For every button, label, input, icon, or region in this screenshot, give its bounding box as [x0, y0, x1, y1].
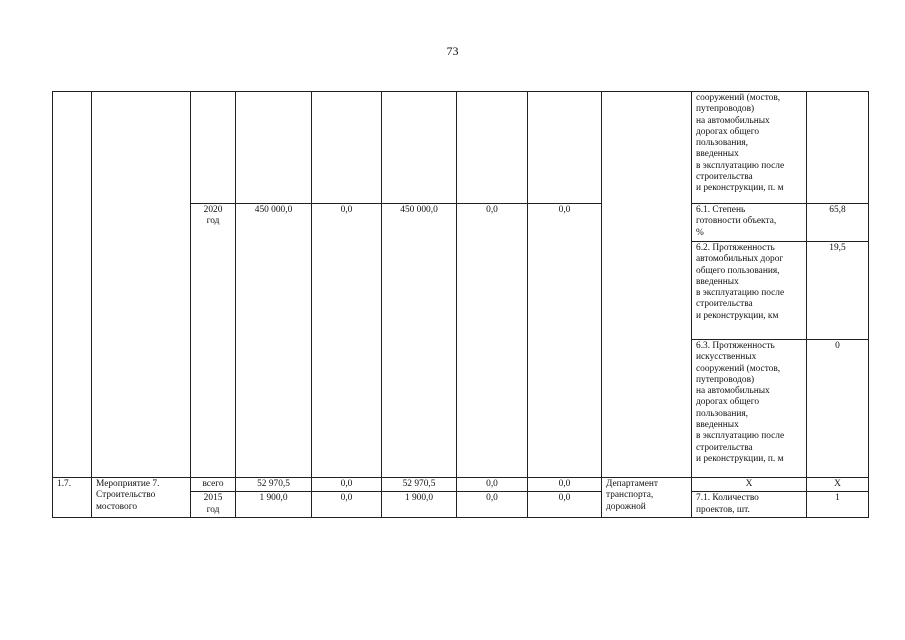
federal-cell: 0,0 — [312, 478, 382, 492]
cell-other-empty — [528, 92, 602, 204]
other-cell: 0,0 — [528, 492, 602, 518]
year-cell: 2020 год — [191, 204, 236, 478]
cell-total-empty — [236, 92, 312, 204]
indicator-cell: 7.1. Количество проектов, шт. — [692, 492, 807, 518]
total-cell: 1 900,0 — [236, 492, 312, 518]
cell-regional-empty — [382, 92, 457, 204]
municipal-cell: 0,0 — [457, 204, 528, 478]
value-cell: Х — [807, 478, 869, 492]
item-name-cell: Мероприятие 7. Строительство мостового — [92, 478, 191, 518]
municipal-cell: 0,0 — [457, 478, 528, 492]
cell-executor-empty — [602, 92, 692, 478]
other-cell: 0,0 — [528, 204, 602, 478]
total-cell: 450 000,0 — [236, 204, 312, 478]
indicator-cell: 6.2. Протяженность автомобильных дорог общего пользования, введенных в эксплуатацию после строительства и реконструкции, км — [692, 242, 807, 340]
regional-cell: 52 970,5 — [382, 478, 457, 492]
program-table — [52, 91, 869, 518]
table-row — [53, 478, 869, 492]
table-row — [53, 92, 869, 204]
indicator-cell: сооружений (мостов, путепроводов) на автомобильных дорогах общего пользования, введенных в эксплуатацию после строительства и реконструкции, п. м — [692, 92, 807, 204]
cell-name-empty — [92, 92, 191, 478]
cell-number-empty — [53, 92, 92, 478]
municipal-cell: 0,0 — [457, 492, 528, 518]
other-cell: 0,0 — [528, 478, 602, 492]
value-cell: 1 — [807, 492, 869, 518]
value-cell-empty — [807, 92, 869, 204]
federal-cell: 0,0 — [312, 204, 382, 478]
regional-cell: 450 000,0 — [382, 204, 457, 478]
cell-year-empty — [191, 92, 236, 204]
value-cell: 19,5 — [807, 242, 869, 340]
indicator-cell: 6.1. Степень готовности объекта, % — [692, 204, 807, 242]
indicator-cell: 6.3. Протяженность искусственных сооружений (мостов, путепроводов) на автомобильных дорогах общего пользования, введенных в эксплуатацию после строительства и реконструкции, п. м — [692, 340, 807, 478]
executor-cell: Департамент транспорта, дорожной — [602, 478, 692, 518]
total-cell: 52 970,5 — [236, 478, 312, 492]
indicator-cell: Х — [692, 478, 807, 492]
cell-federal-empty — [312, 92, 382, 204]
page-number: 73 — [446, 44, 459, 58]
item-number-cell: 1.7. — [53, 478, 92, 518]
value-cell: 0 — [807, 340, 869, 478]
federal-cell: 0,0 — [312, 492, 382, 518]
value-cell: 65,8 — [807, 204, 869, 242]
cell-municipal-empty — [457, 92, 528, 204]
year-cell: всего — [191, 478, 236, 492]
regional-cell: 1 900,0 — [382, 492, 457, 518]
year-cell: 2015 год — [191, 492, 236, 518]
